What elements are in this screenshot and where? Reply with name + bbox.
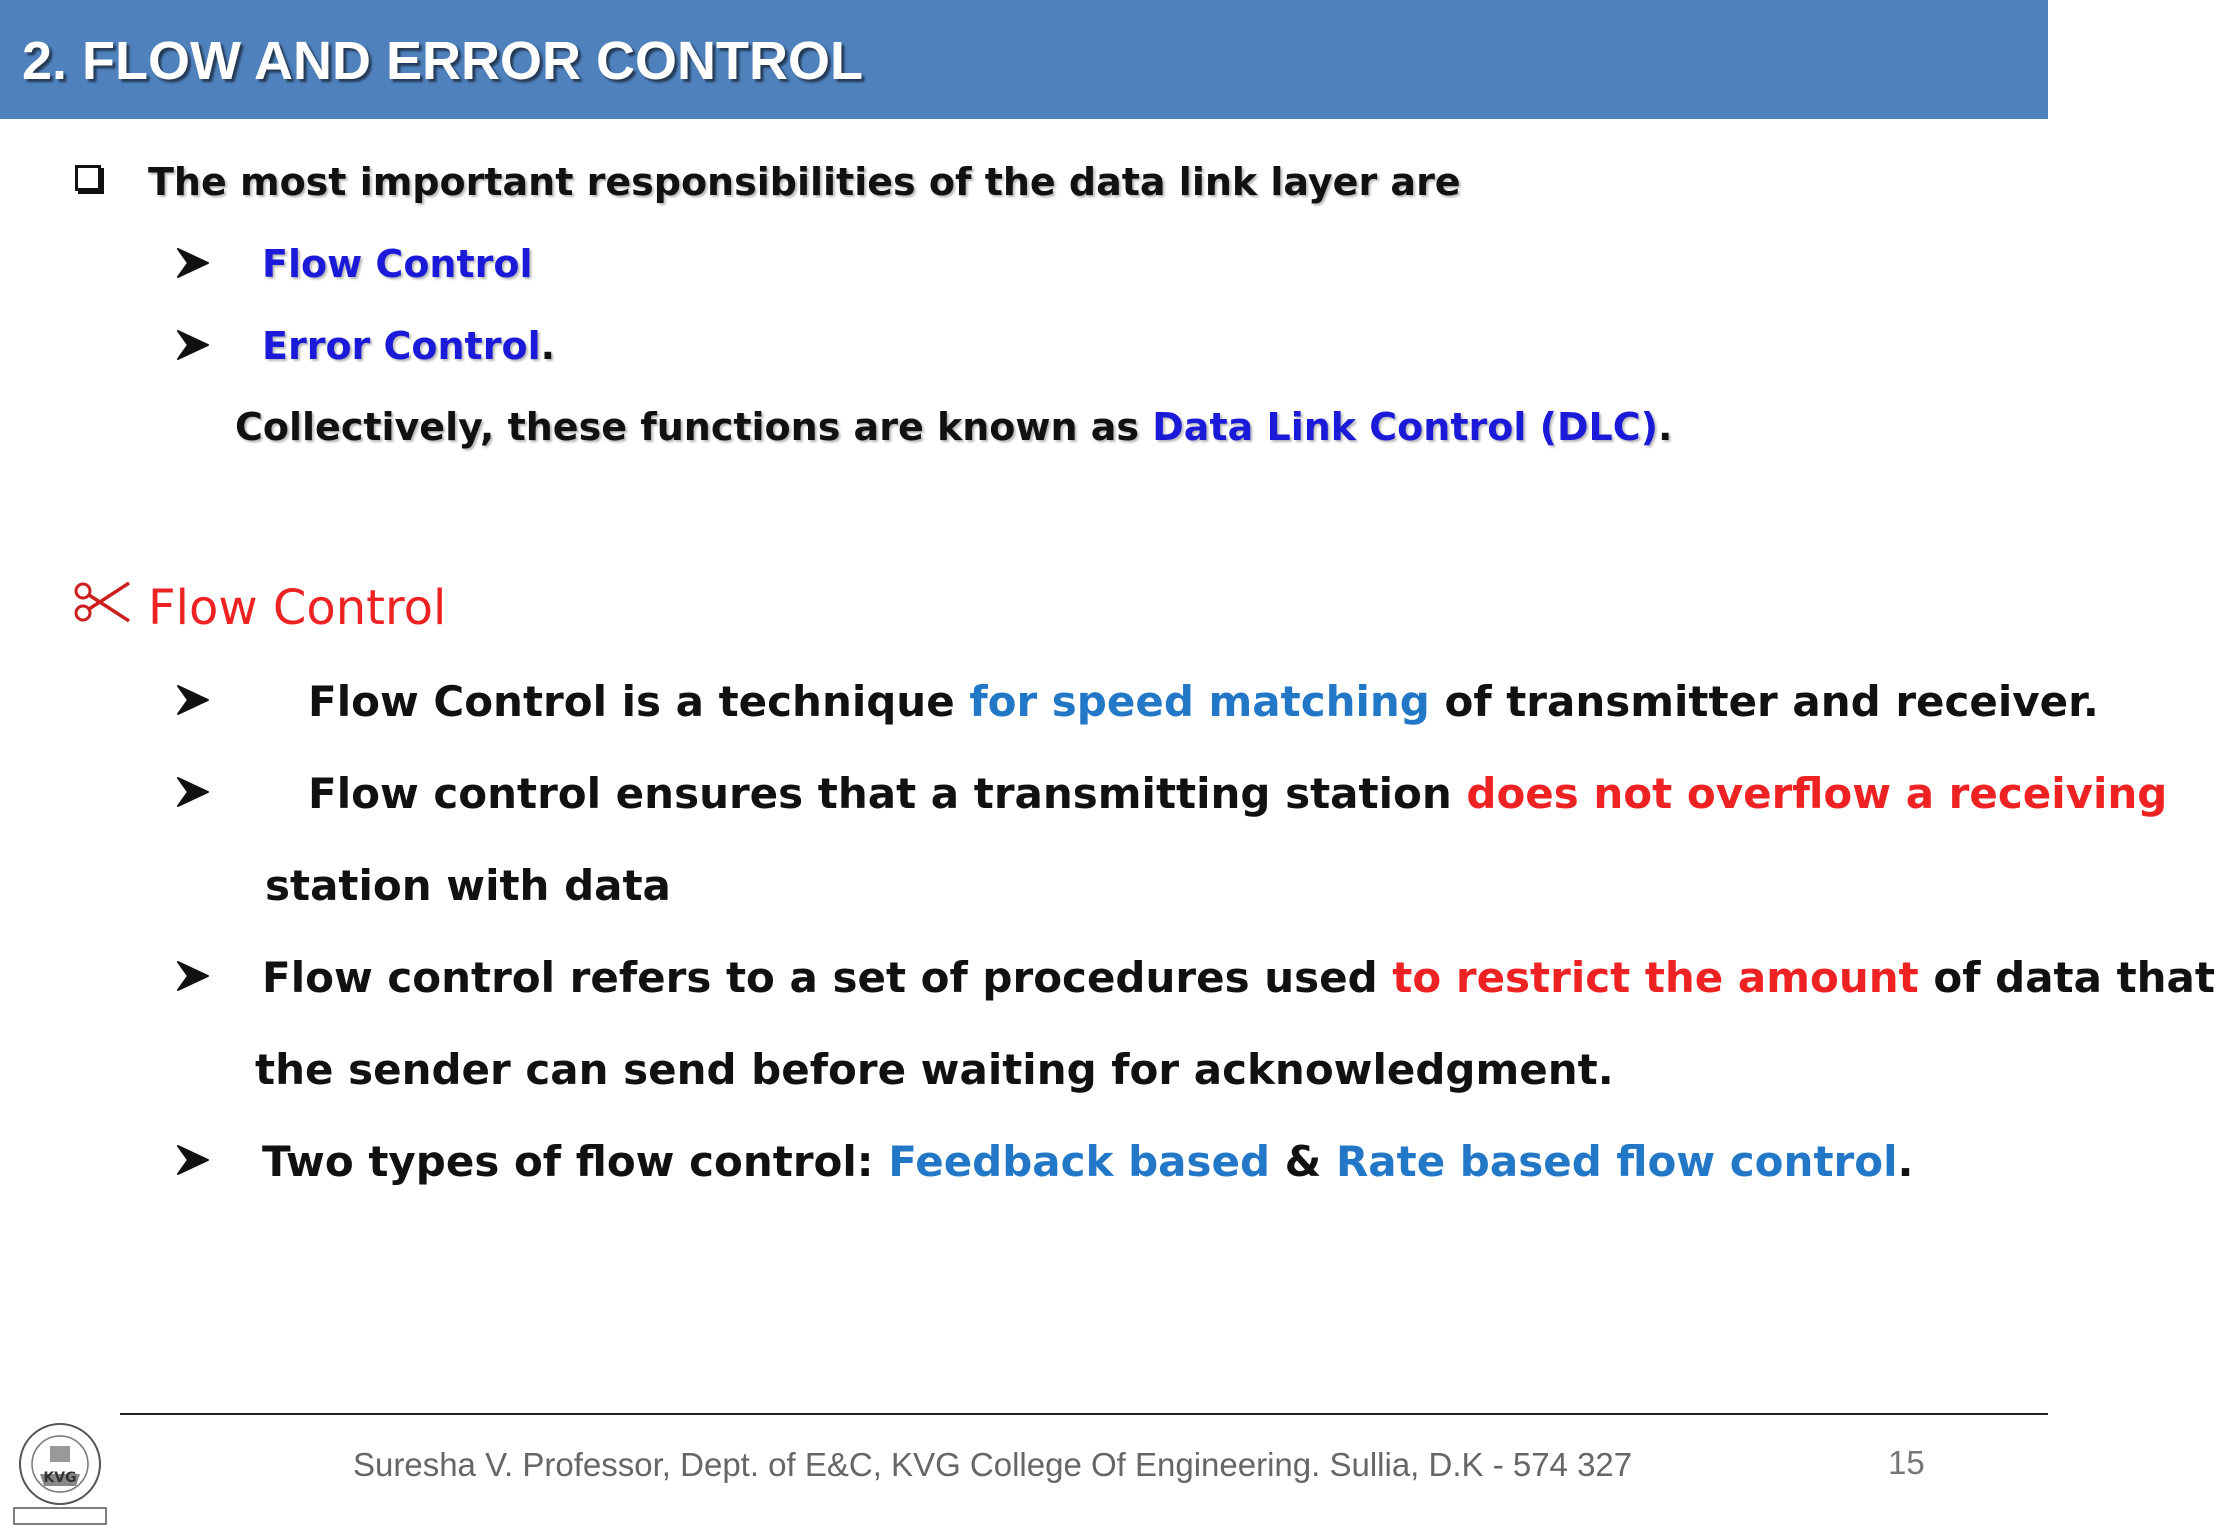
intro-lead: The most important responsibilities of the data link layer are bbox=[148, 160, 1461, 204]
flow-bullet-3 bbox=[262, 953, 2215, 1002]
square-bullet-icon bbox=[75, 165, 101, 191]
arrow-bullet-icon bbox=[176, 327, 212, 363]
bullet-2-text-a: Flow control ensures that a transmitting station bbox=[308, 769, 1467, 818]
collective-suffix: . bbox=[1657, 405, 1673, 449]
bullet-1-highlight: for speed matching bbox=[969, 677, 1430, 726]
arrow-bullet-icon bbox=[176, 245, 212, 281]
bullet-4-suffix: . bbox=[1897, 1137, 1914, 1186]
bullet-4-amp: & bbox=[1270, 1137, 1336, 1186]
arrow-bullet-icon bbox=[176, 774, 212, 810]
arrow-bullet-icon bbox=[176, 682, 212, 718]
flow-bullet-4 bbox=[262, 1137, 1913, 1186]
scissors-icon bbox=[73, 577, 133, 627]
intro-item-flow-control: Flow Control bbox=[262, 242, 533, 286]
intro-item-error-suffix: . bbox=[540, 324, 556, 368]
intro-collective bbox=[235, 405, 1672, 449]
footer-divider bbox=[120, 1413, 2048, 1415]
section-title: Flow Control bbox=[148, 580, 447, 636]
bullet-4-highlight-rate: Rate based flow control bbox=[1335, 1137, 1898, 1186]
logo-text: KVG bbox=[43, 1470, 77, 1486]
bullet-3-text-a: Flow control refers to a set of procedures used bbox=[262, 953, 1393, 1002]
bullet-1-text-b: of transmitter and receiver. bbox=[1429, 677, 2099, 726]
intro-item-error-control bbox=[262, 324, 555, 368]
slide-title: 2. FLOW AND ERROR CONTROL bbox=[22, 31, 863, 91]
college-logo-icon bbox=[4, 1416, 116, 1528]
arrow-bullet-icon bbox=[176, 1142, 212, 1178]
bullet-3-text-b: of data that bbox=[1918, 953, 2215, 1002]
flow-bullet-1 bbox=[308, 677, 2099, 726]
flow-bullet-2 bbox=[308, 769, 2167, 818]
bullet-4-highlight-feedback: Feedback based bbox=[888, 1137, 1271, 1186]
flow-bullet-2-continuation: station with data bbox=[265, 861, 671, 910]
page-number: 15 bbox=[1888, 1444, 1925, 1481]
bullet-2-highlight: does not overflow a receiving bbox=[1466, 769, 2168, 818]
arrow-bullet-icon bbox=[176, 958, 212, 994]
footer-text: Suresha V. Professor, Dept. of E&C, KVG College Of Engineering. Sullia, D.K - 574 327 bbox=[353, 1446, 1633, 1483]
collective-term: Data Link Control (DLC) bbox=[1152, 405, 1658, 449]
bullet-4-text-a: Two types of flow control: bbox=[262, 1137, 889, 1186]
bullet-1-text-a: Flow Control is a technique bbox=[308, 677, 970, 726]
collective-prefix: Collectively, these functions are known as bbox=[235, 405, 1153, 449]
bullet-3-highlight: to restrict the amount bbox=[1392, 953, 1919, 1002]
intro-item-error-label: Error Control bbox=[262, 324, 541, 368]
slide-header bbox=[0, 0, 2048, 119]
flow-bullet-3-continuation: the sender can send before waiting for acknowledgment. bbox=[255, 1045, 1614, 1094]
